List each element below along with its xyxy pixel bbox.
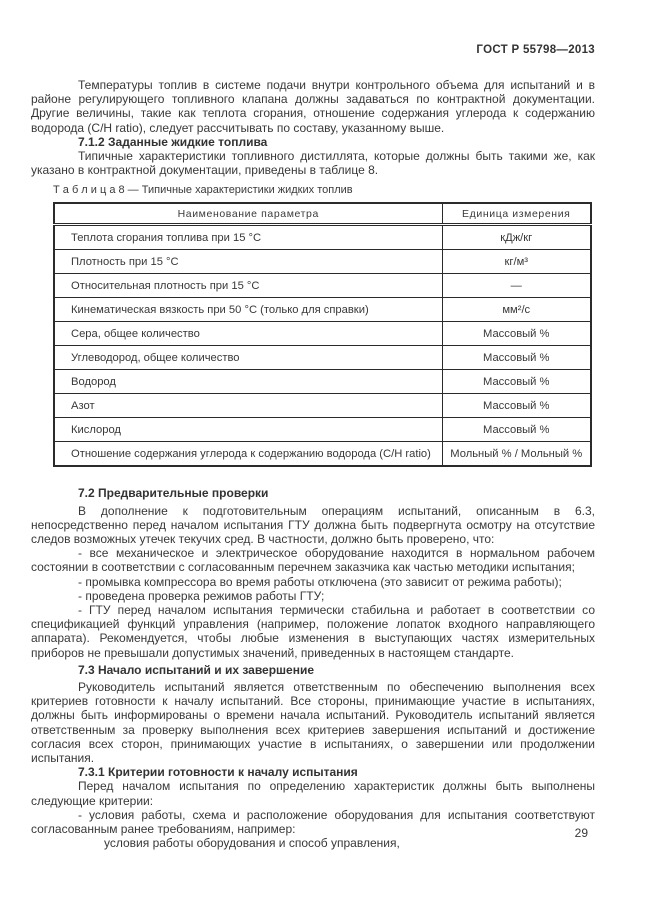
unit-cell: Массовый %	[442, 322, 591, 346]
unit-cell: Массовый %	[442, 370, 591, 394]
unit-cell: Мольный % / Мольный %	[442, 442, 591, 467]
table-row	[54, 442, 591, 467]
parameter-cell: Теплота сгорания топлива при 15 °С	[54, 225, 442, 250]
parameter-cell: Кинематическая вязкость при 50 °С (только для справки)	[54, 298, 442, 322]
parameter-cell: Водород	[54, 370, 442, 394]
unit-cell: Массовый %	[442, 394, 591, 418]
table-header-row	[54, 203, 591, 225]
paragraph-7-2: В дополнение к подготовительным операциям испытаний, описанным в 6.3, непосредственно перед началом испытания ГТУ должна быть подвергнута осмотру на отсутствие следов возможных утечек текучих сред. В частности, должно быть проверено, что:	[31, 503, 595, 547]
table-row	[54, 394, 591, 418]
paragraph-7-3-1: Перед началом испытания по определению характеристик должны быть выполнены следующие критерии:	[31, 779, 595, 808]
paragraph-7-1-2: Типичные характеристики топливного дистиллята, которые должны быть такими же, как указано в контрактной документации, приведены в таблице 8.	[31, 149, 595, 178]
parameter-cell: Углеводород, общее количество	[54, 346, 442, 370]
table-row	[54, 346, 591, 370]
unit-cell: —	[442, 274, 591, 298]
unit-cell: Массовый %	[442, 418, 591, 442]
unit-cell: мм²/с	[442, 298, 591, 322]
parameter-cell: Азот	[54, 394, 442, 418]
document-header: ГОСТ Р 55798—2013	[476, 44, 595, 56]
heading-7-1-2: 7.1.2 Заданные жидкие топлива	[78, 134, 268, 149]
heading-7-2: 7.2 Предварительные проверки	[78, 486, 269, 501]
unit-cell: Массовый %	[442, 346, 591, 370]
unit-cell: кДж/кг	[442, 225, 591, 250]
parameter-cell: Плотность при 15 °С	[54, 250, 442, 274]
list-item: - промывка компрессора во время работы отключена (это зависит от режима работы);	[78, 574, 562, 589]
unit-cell: кг/м³	[442, 250, 591, 274]
list-item: - проведена проверка режимов работы ГТУ;	[78, 588, 325, 603]
parameter-cell: Сера, общее количество	[54, 322, 442, 346]
table-8-caption: Т а б л и ц а 8 — Типичные характеристики жидких топлив	[53, 184, 353, 197]
table-row	[54, 250, 591, 274]
column-header-unit: Единица измерения	[442, 203, 591, 225]
table-row	[54, 274, 591, 298]
table-row	[54, 370, 591, 394]
table-row	[54, 322, 591, 346]
paragraph-7-3: Руководитель испытаний является ответственным по обеспечению выполнения всех критериев готовности к началу испытаний. Все стороны, принимающие участие в испытаниях, должны быть информированы о времени начала испытаний. Руководитель испытаний является ответственным за проверку выполнения всех критериев завершения испытаний и достижение согласия всех сторон, принимающих участие в испытаниях, о завершении или продолжении испытания.	[31, 680, 595, 766]
table-8	[53, 202, 592, 467]
parameter-cell: Кислород	[54, 418, 442, 442]
table-row	[54, 298, 591, 322]
heading-7-3: 7.3 Начало испытаний и их завершение	[78, 662, 315, 677]
sub-list-item: условия работы оборудования и способ управления,	[104, 836, 400, 851]
heading-7-3-1: 7.3.1 Критерии готовности к началу испытания	[78, 765, 358, 780]
parameter-cell: Относительная плотность при 15 °С	[54, 274, 442, 298]
table-row	[54, 418, 591, 442]
list-item: - все механическое и электрическое оборудование находится в нормальном рабочем состоянии в соответствии с согласованным перечнем заказчика как частью методики испытания;	[31, 546, 595, 575]
table-row	[54, 225, 591, 250]
parameter-cell: Отношение содержания углерода к содержанию водорода (C/H ratio)	[54, 442, 442, 467]
list-item: - ГТУ перед началом испытания термически стабильна и работает в соответствии со спецификацией функций управления (например, положение лопаток входного направляющего аппарата). Рекомендуется, чтобы любые изменения в выступающих частях измерительных приборов не превышали допустимых значений, приведенных в настоящем стандарте.	[31, 603, 595, 660]
column-header-parameter: Наименование параметра	[54, 203, 442, 225]
intro-paragraph: Температуры топлив в системе подачи внутри контрольного объема для испытаний и в районе регулирующего топливного клапана должны задаваться по контрактной документации. Другие величины, такие как теплота сгорания, отношение содержания углерода к содержанию водорода (C/H ratio), следует рассчитывать по составу, указанному выше.	[31, 78, 595, 135]
list-item: - условия работы, схема и расположение оборудования для испытания соответствуют согласованным ранее требованиям, например:	[31, 807, 595, 837]
page-number: 29	[574, 826, 588, 840]
